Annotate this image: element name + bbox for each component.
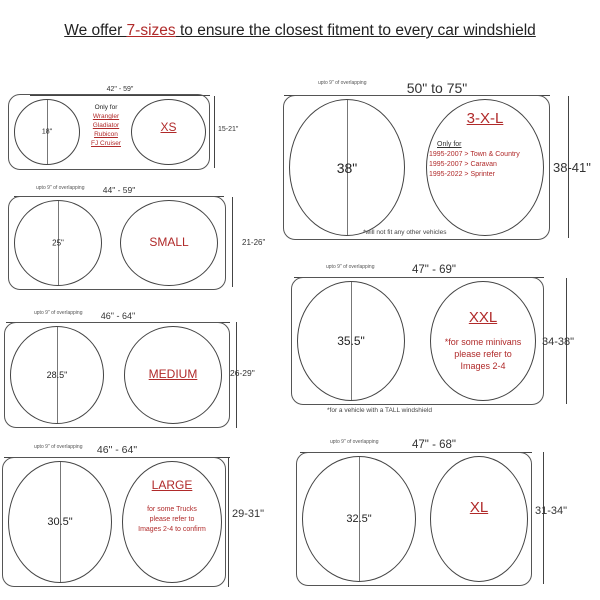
- xxxl-model-1: 1995-2007 > Town & Country: [429, 151, 520, 158]
- large-note-1: for some Trucks: [147, 506, 197, 513]
- xl-left-oval: [302, 456, 416, 582]
- large-notes: [122, 505, 222, 535]
- xs-model-list: [91, 103, 121, 148]
- xxxl-model-2: 1995-2007 > Caravan: [429, 161, 497, 168]
- small-width-label: 44" - 59": [102, 185, 136, 195]
- title-highlight: 7-sizes: [126, 22, 176, 39]
- medium-left-oval: [10, 326, 104, 424]
- xxxl-only-for: Only for: [437, 141, 462, 148]
- xs-height-label: 15-21": [218, 126, 239, 133]
- xxl-overlap-note: upto 9" of overlapping: [326, 264, 375, 270]
- xl-size-name: XL: [469, 499, 489, 516]
- xxl-size-name: XXL: [468, 309, 498, 326]
- xl-width-dimension: [300, 439, 532, 453]
- xs-height-line: [214, 96, 215, 168]
- medium-width-label: 46" - 64": [100, 311, 136, 321]
- xs-width-label: 42" - 59": [106, 86, 134, 93]
- xs-model-2: Gladiator: [92, 122, 120, 129]
- small-height-line: [232, 197, 233, 287]
- xl-overlap-note: upto 9" of overlapping: [330, 439, 379, 445]
- xs-model-1: Wrangler: [92, 113, 120, 120]
- large-size-name: LARGE: [151, 478, 193, 492]
- xxxl-width-dimension: [284, 80, 550, 96]
- xl-diameter: 32.5": [346, 513, 372, 525]
- large-note-2: please refer to: [149, 516, 195, 523]
- xxxl-overlap-note: upto 9" of overlapping: [318, 80, 367, 86]
- xs-diameter: 18": [41, 128, 53, 136]
- xxxl-warning: *will not fit any other vehicles: [363, 229, 447, 236]
- medium-size-name: MEDIUM: [148, 367, 198, 381]
- small-left-oval: [14, 200, 102, 286]
- xxxl-height-label: 38-41": [553, 160, 591, 175]
- xxl-notes: [430, 336, 536, 372]
- large-overlap-note: upto 9" of overlapping: [34, 444, 83, 450]
- large-diameter: 30.5": [47, 516, 73, 528]
- large-height-line: [228, 457, 229, 587]
- large-height-label: 29-31": [232, 508, 265, 520]
- xl-right-oval: [430, 456, 528, 582]
- small-size-name: SMALL: [149, 235, 189, 249]
- small-diameter: 25": [52, 238, 64, 248]
- large-width-label: 46" - 64": [96, 444, 138, 456]
- xxxl-model-list: [429, 140, 520, 180]
- small-height-label: 21-26": [242, 238, 266, 247]
- xs-size-name: XS: [160, 120, 177, 134]
- xxxl-diameter: 38": [336, 159, 358, 176]
- xxxl-width-label: 50" to 75": [406, 80, 468, 96]
- small-overlap-note: upto 9" of overlapping: [36, 185, 85, 191]
- xxl-note-1: *for some minivans: [444, 337, 522, 347]
- xxl-diameter: 35.5": [337, 334, 365, 348]
- xxxl-left-oval: [289, 99, 405, 236]
- xl-width-label: 47" - 68": [412, 439, 456, 451]
- medium-overlap-note: upto 9" of overlapping: [34, 310, 83, 316]
- xl-height-line: [543, 452, 544, 584]
- large-note-3: Images 2-4 to confirm: [138, 526, 206, 533]
- large-left-oval: [8, 461, 112, 583]
- xl-height-label: 31-34": [535, 505, 568, 517]
- title-suffix: to ensure the closest fitment to every car windshield: [175, 22, 536, 39]
- page-title: [0, 22, 600, 40]
- xs-model-3: Rubicon: [94, 131, 118, 138]
- xs-only-for: Only for: [94, 104, 118, 111]
- xxl-note-2: please refer to: [454, 349, 512, 359]
- xxl-width-label: 47" - 69": [412, 264, 456, 276]
- title-prefix: We offer: [64, 22, 127, 39]
- xxxl-model-3: 1995-2022 > Sprinter: [429, 171, 495, 178]
- medium-height-label: 26-29": [230, 368, 255, 378]
- xs-model-4: FJ Cruiser: [91, 140, 121, 147]
- xxl-note-3: Images 2-4: [460, 361, 506, 371]
- xxl-left-oval: [297, 281, 405, 401]
- xxl-width-dimension: [294, 264, 544, 278]
- xs-left-oval: [14, 99, 80, 165]
- large-width-dimension: [4, 444, 230, 458]
- medium-diameter: 28.5": [46, 370, 68, 380]
- xxl-footnote: *for a vehicle with a TALL windshield: [327, 407, 433, 414]
- xxxl-size-name: 3-X-L: [466, 110, 504, 127]
- xxl-height-label: 34-38": [542, 336, 575, 348]
